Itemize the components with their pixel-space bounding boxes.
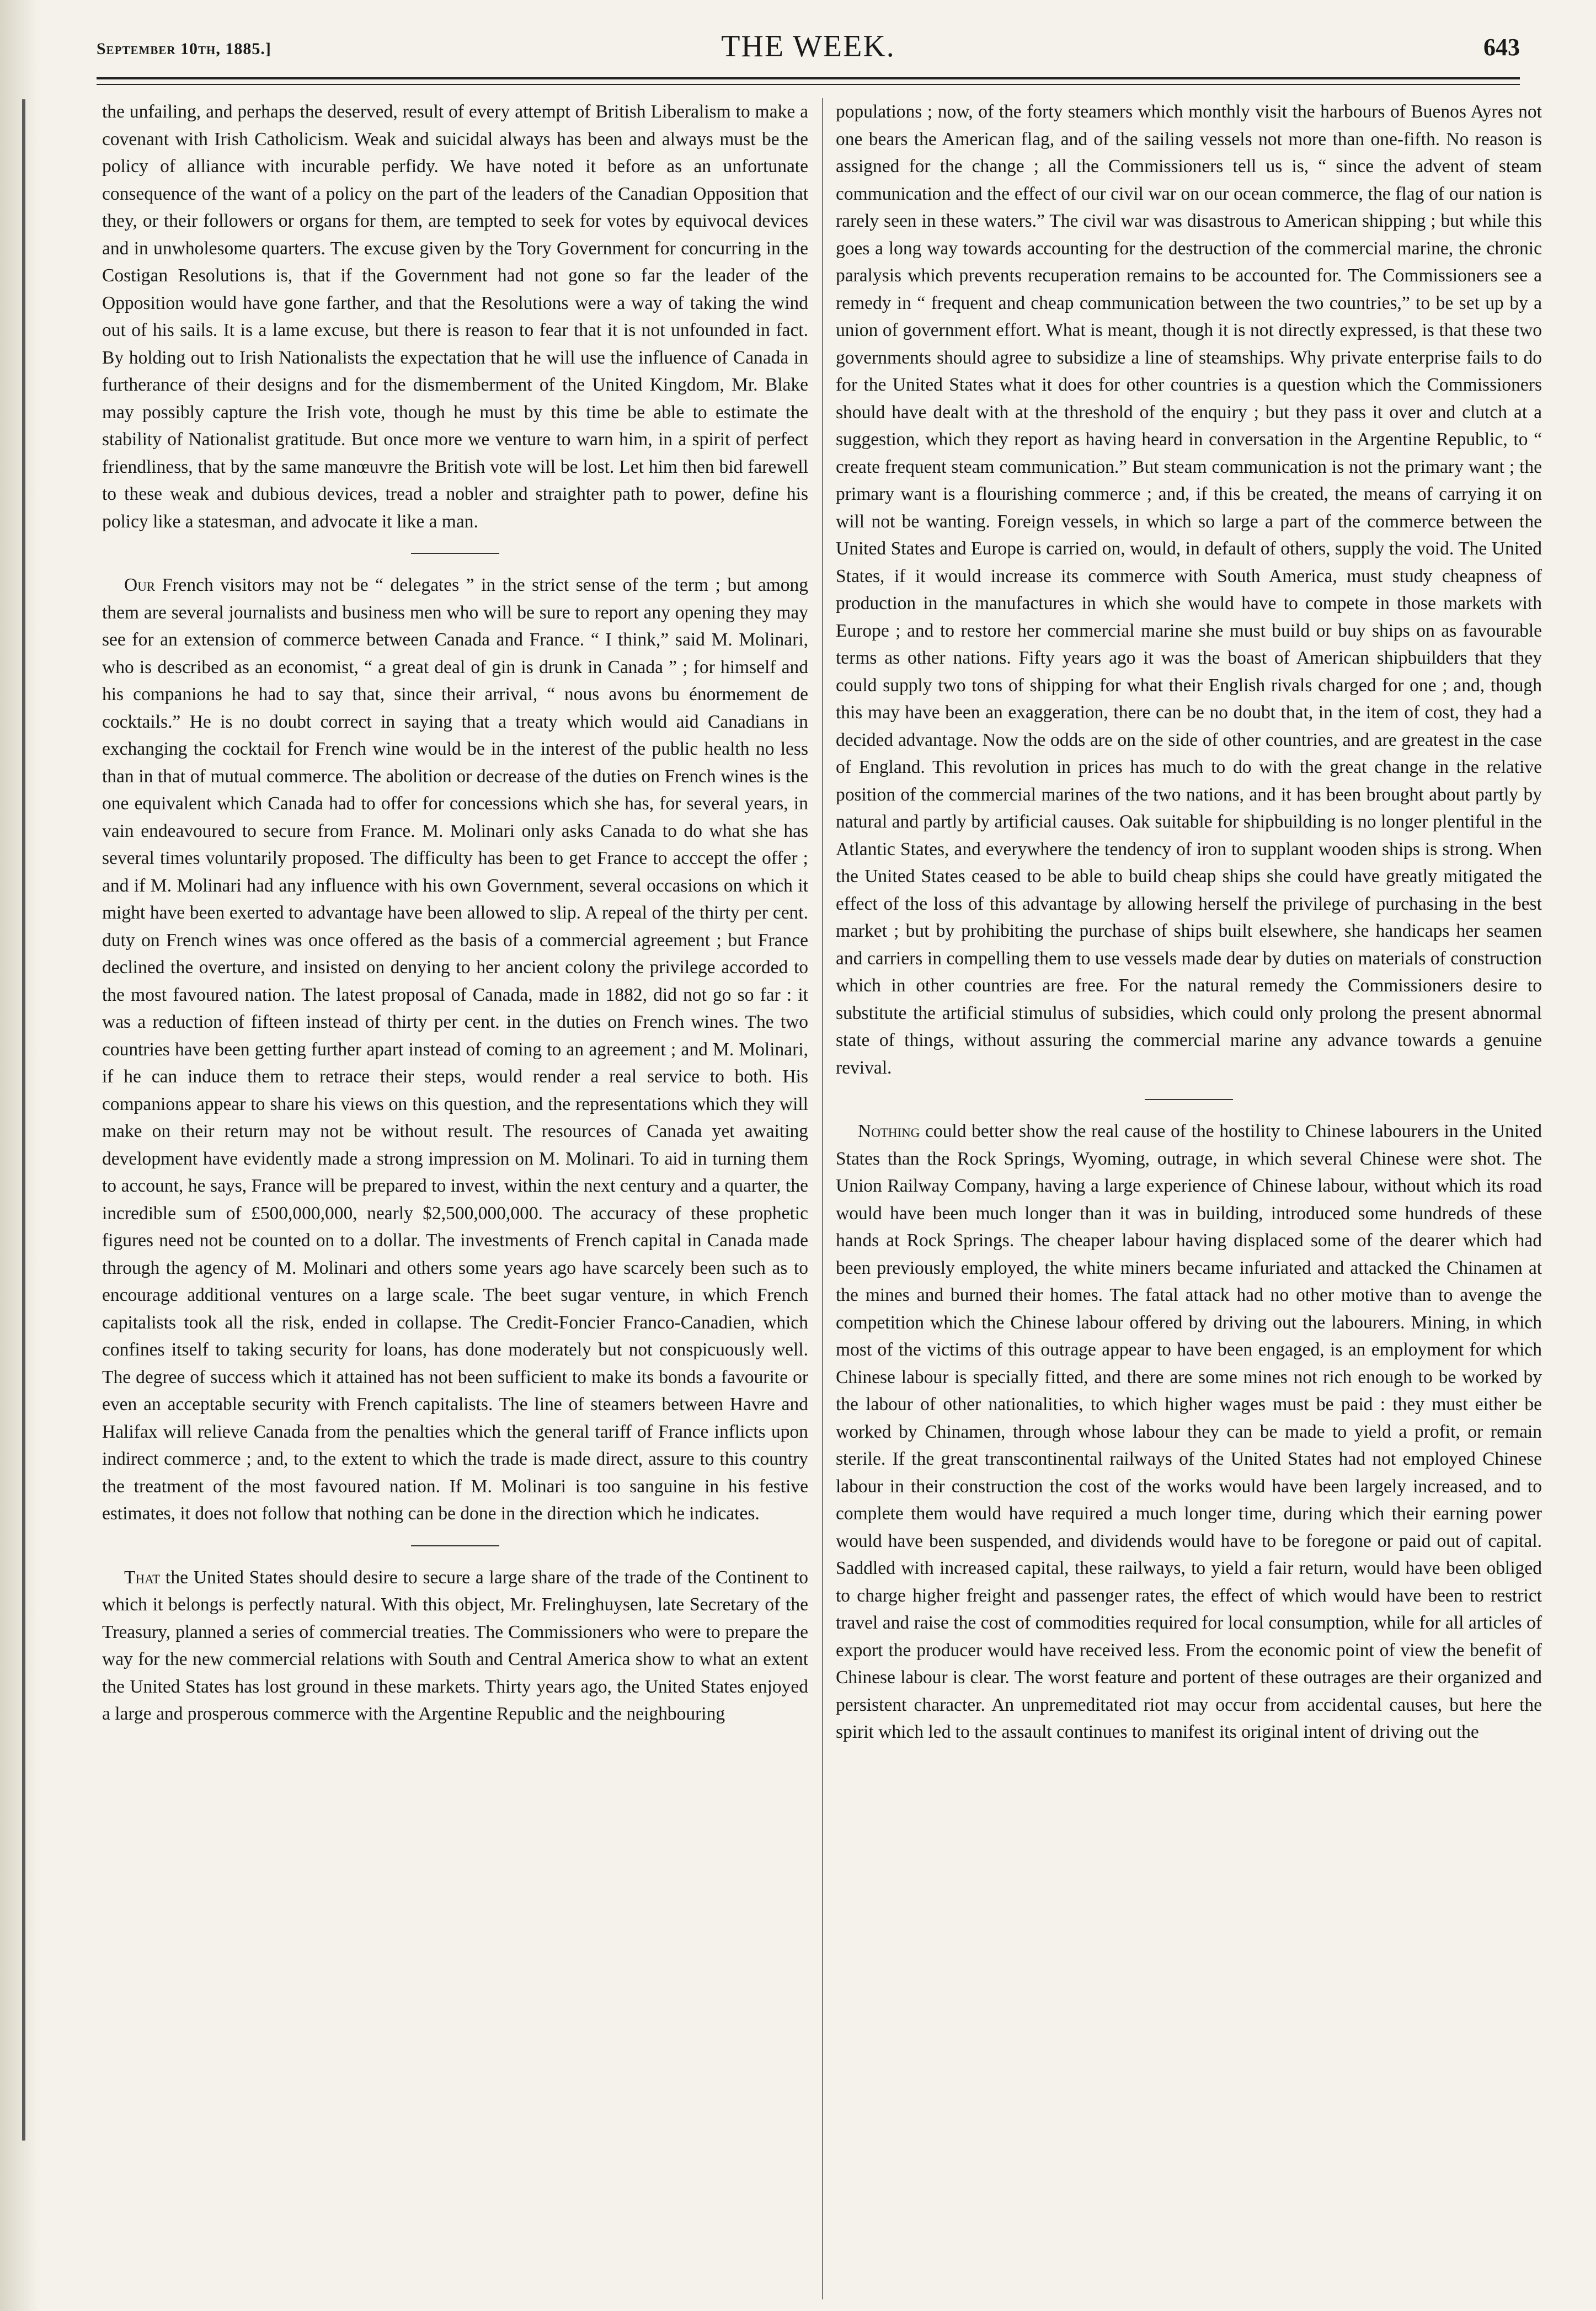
page-number: 643 <box>1483 34 1520 61</box>
issue-date: September 10th, 1885.] <box>97 40 271 58</box>
paragraph-text: French visitors may not be “ delegates ” in the strict sense of the term ; but among them are several journalists and business men who will be sure to report any opening they may see for an extension of commerce between Canada and France. “ I think,” said M. Molinari, who is described as an economist, “ a great deal of gin is drunk in Canada ” ; for himself and his companions he had to say that, since their arrival, “ nous avons bu énormement de cocktails.” He is no doubt correct in saying that a treaty which would aid Canadians in exchanging the cocktail for French wine would be in the interest of the public health no less than in that of mutual commerce. The abolition or decrease of the duties on French wines is the one equivalent which Canada had to offer for concessions which she has, for several years, in vain endeavoured to secure from France. M. Molinari only asks Canada to do what she has several times voluntarily proposed. The difficulty has been to get France to acccept the offer ; and if M. Molinari had any influence with his own Government, several occasions on which it might have been exerted to advantage have been allowed to slip. A repeal of the thirty per cent. duty on French wines was once offered as the basis of a commercial agreement ; but France declined the overture, and insisted on denying to her ancient colony the privilege accorded to the most favoured nation. The latest proposal of Canada, made in 1882, did not go so far : it was a reduction of fifteen instead of thirty per cent. in the duties on French wines. The two countries have been getting further apart instead of coming to an agreement ; and M. Molinari, if he can induce them to retrace their steps, would render a real service to both. His companions appear to share his views on this question, and the representations which they will make on their return may not be without result. The resources of Canada yet awaiting development have evidently made a strong impression on M. Molinari. To aid in turning them to account, he says, France will be prepared to invest, within the next century and a quarter, the incredible sum of £500,000,000, nearly $2,500,000,000. The accuracy of these prophetic figures need not be counted on to a dollar. The investments of French capital in Canada made through the agency of M. Molinari and others some years ago have scarcely been such as to encourage additional ventures on a large scale. The beet sugar venture, in which French capitalists took all the risk, ended in collapse. The Credit-Foncier Franco-Canadien, which confines itself to taking security for loans, has done moderately but not conspicuously well. The degree of success which it attained has not been sufficient to make its bonds a favourite or even an acceptable security with French capitalists. The line of steamers between Havre and Halifax will relieve Canada from the penalties which the general tariff of France inflicts upon indirect commerce ; and, to the extent to which the trade is made direct, assure to this country the treatment of the most favoured nation. If M. Molinari is too sanguine in his festive estimates, it does not follow that nothing can be done in the direction which he indicates. <box>102 575 808 1524</box>
article-paragraph: populations ; now, of the forty steamers which monthly visit the harbours of Buenos Ayres not one bears the American flag, and of the sailing vessels not more than one-fifth. No reason is assigned for the change ; all the Commissioners tell us is, “ since the advent of steam communication and the effect of our civil war on our ocean commerce, the flag of our nation is rarely seen in these waters.” The civil war was disastrous to American shipping ; but while this goes a long way towards accounting for the destruction of the commercial marine, the chronic paralysis which prevents recuperation remains to be accounted for. The Commissioners see a remedy in “ frequent and cheap communication between the two countries,” to be set up by a union of government effort. What is meant, though it is not directly expressed, is that these two governments should agree to subsidize a line of steamships. Why private enterprise fails to do for the United States what it does for other countries is a question which the Commissioners should have dealt with at the threshold of the enquiry ; but they pass it over and clutch at a suggestion, which they report as having heard in conversation in the Argentine Republic, to “ create frequent steam communication.” But steam communication is not the primary want ; the primary want is a flourishing commerce ; and, if this be created, the means of carrying it on will not be wanting. Foreign vessels, in which so large a part of the commerce between the United States and Europe is carried on, would, in default of others, supply the void. The United States, if it would increase its commerce with South America, must study cheapness of production in the manufactures in which she would have to compete in those markets with Europe ; and to restore her commercial marine she must build or buy ships on as favourable terms as other nations. Fifty years ago it was the boast of American shipbuilders that they could supply two tons of shipping for what their English rivals charged for one ; and, though this may have been an exaggeration, there can be no doubt that, in the item of cost, they had a decided advantage. Now the odds are on the side of other countries, and are greatest in the case of England. This revolution in prices has much to do with the great change in the relative position of the commercial marines of the two nations, and it has been brought about partly by natural and partly by artificial causes. Oak suitable for shipbuilding is no longer plentiful in the Atlantic States, and everywhere the tendency of iron to supplant wooden ships is strong. When the United States ceased to be able to build cheap ships she could have greatly mitigated the effect of the loss of this advantage by allowing herself the privilege of purchasing in the best market ; but by prohibiting the purchase of ships built elsewhere, she handicaps her seamen and carriers in compelling them to use vessels made dear by duties on materials of construction which in other countries are free. For the natural remedy the Commissioners desire to substitute the artificial stimulus of subsidies, which could only prolong the present abnormal state of things, without assuring the commercial marine any advance towards a genuine revival. <box>836 102 1542 1078</box>
header-rule <box>97 77 1520 79</box>
publication-title: THE WEEK. <box>721 29 895 63</box>
article-paragraph <box>102 572 808 1528</box>
article-separator <box>411 1545 499 1546</box>
article-paragraph <box>836 1118 1542 1746</box>
lead-word: Our <box>124 575 156 595</box>
lead-word: That <box>124 1567 161 1588</box>
binding-spine <box>0 0 39 2311</box>
article-separator <box>1145 1099 1233 1100</box>
binding-edge <box>22 99 25 2141</box>
paragraph-text: could better show the real cause of the hostility to Chinese labourers in the United States than the Rock Springs, Wyoming, outrage, in which several Chinese were shot. The Union Railway Company, having a large experience of Chinese labour, without which its road would have been much longer than it was in building, introduced some hundreds of these hands at Rock Springs. The cheaper labour having displaced some of the dearer which had been previously employed, the white miners became infuriated and attacked the Chinamen at the mines and burned their homes. The fatal attack had no other motive than to avenge the competition which the Chinese labour offered by driving out the labourers. Mining, in which most of the victims of this outrage appear to have been engaged, is an employment for which Chinese labour is specially fitted, and there are some mines not rich enough to be worked by the labour of other nationalities, to which higher wages must be paid : they must either be worked by Chinamen, through whose labour they can be made to yield a profit, or remain sterile. If the great transcontinental railways of the United States had not employed Chinese labour in their construction the cost of the works would have been largely increased, and to complete them would have required a much longer time, during which their earning power would have been suspended, and dividends would have to be foregone or paid out of capital. Saddled with increased capital, these railways, to yield a fair return, would have been obliged to charge higher freight and passenger rates, the effect of which would have been to restrict travel and raise the cost of commodities required for local consumption, while for all articles of export the producer would have received less. From the economic point of view the benefit of Chinese labour is clear. The worst feature and portent of these outrages are their organized and persistent character. An unpremeditated riot may occur from accidental causes, but here the spirit which led to the assault continues to manifest its original intent of driving out the <box>836 1121 1542 1742</box>
header-rule-thin <box>97 84 1520 85</box>
article-paragraph: the unfailing, and perhaps the deserved, result of every attempt of British Liberalism to make a covenant with Irish Catholicism. Weak and suicidal always has been and always must be the policy of alliance with incurable perfidy. We have noted it before as an unfortunate consequence of the want of a policy on the part of the leaders of the Canadian Opposition that they, or their followers or organs for them, are tempted to seek for votes by equivocal devices and in unwholesome quarters. The excuse given by the Tory Government for concurring in the Costigan Resolutions is, that if the Government had not gone so far the leader of the Opposition would have gone farther, and that the Resolutions were a way of taking the wind out of his sails. It is a lame excuse, but there is reason to fear that it is not unfounded in fact. By holding out to Irish Nationalists the expectation that he will use the influence of Canada in furtherance of their designs and for the dismemberment of the United Kingdom, Mr. Blake may possibly capture the Irish vote, though he must by this time be able to estimate the stability of Nationalist gratitude. But once more we venture to warn him, in a spirit of perfect friendliness, that by the same manœuvre the British vote will be lost. Let him then bid farewell to these weak and dubious devices, tread a nobler and straighter path to power, define his policy like a statesman, and advocate it like a man. <box>102 102 808 532</box>
lead-word: Nothing <box>858 1121 920 1141</box>
article-separator <box>411 553 499 554</box>
left-column <box>102 98 808 1728</box>
right-column <box>836 98 1542 1746</box>
column-divider <box>822 98 823 2299</box>
paragraph-text: the United States should desire to secure a large share of the trade of the Continent to which it belongs is perfectly natural. With this object, Mr. Frelinghuysen, late Secretary of the Treasury, planned a series of commercial treaties. The Commissioners who were to prepare the way for the new commercial relations with South and Central America show to what an extent the United States has lost ground in these markets. Thirty years ago, the United States enjoyed a large and prosperous commerce with the Argentine Republic and the neighbouring <box>102 1567 808 1724</box>
page-header <box>97 29 1520 73</box>
article-paragraph <box>102 1564 808 1728</box>
